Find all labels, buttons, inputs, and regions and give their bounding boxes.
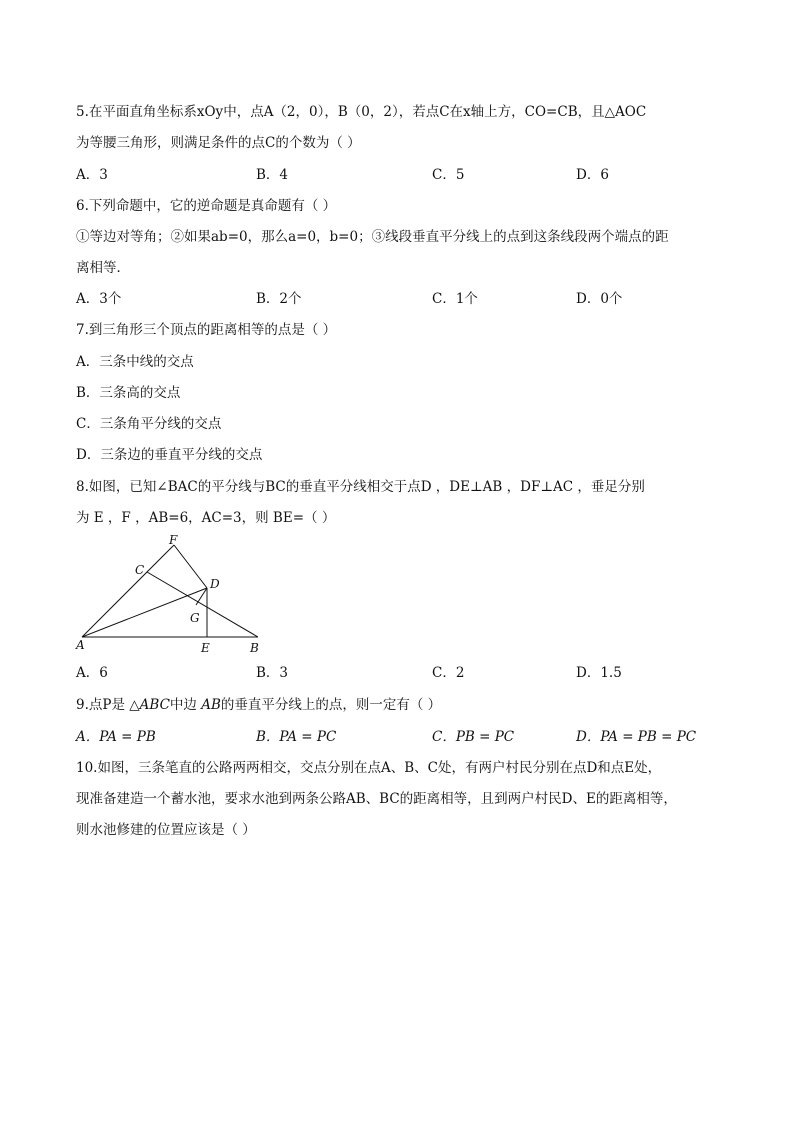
q10-stem-line1: 10.如图，三条笔直的公路两两相交，交点分别在点A、B、C处，有两户村民分别在点D和点E处， xyxy=(76,760,662,776)
q9-stem-text-a: 9.点P是 xyxy=(76,697,130,713)
q7-option-c: C．三条角平分线的交点 xyxy=(76,416,222,432)
segment-AD xyxy=(82,588,207,637)
q7-option-b: B．三条高的交点 xyxy=(76,385,181,401)
q5-stem-line1: 5.在平面直角坐标系xOy中，点A（2，0），B（0，2），若点C在x轴上方，CO=CB，且△AOC xyxy=(76,104,647,120)
label-B: B xyxy=(250,641,259,655)
q9-option-c: C．PB = PC xyxy=(432,729,515,745)
segment-AF xyxy=(82,545,174,637)
label-D: D xyxy=(210,577,220,591)
q8-option-a: A．6 xyxy=(76,665,108,681)
q5-option-d: D．6 xyxy=(576,167,609,183)
q7-option-a: A．三条中线的交点 xyxy=(76,354,194,370)
q9-option-b: B．PA = PC xyxy=(256,729,337,745)
q9-stem-text-c: 的垂直平分线上的点，则一定有（ ） xyxy=(220,697,442,713)
q5-option-b: B．4 xyxy=(256,167,289,183)
q8-triangle-figure xyxy=(70,530,270,660)
q9-option-a: A．PA = PB xyxy=(76,729,156,745)
q5-option-a: A．3 xyxy=(76,167,108,183)
q10-stem-line2: 现准备建造一个蓄水池，要求水池到两条公路AB、BC的距离相等，且到两户村民D、E的距离相等， xyxy=(76,791,677,807)
q9-stem xyxy=(76,696,441,714)
q6-option-b: B．2个 xyxy=(256,291,302,307)
label-A: A xyxy=(76,638,85,652)
q8-stem-line2: 为 E ，F ，AB=6，AC=3，则 BE=（ ） xyxy=(76,510,336,526)
q8-stem-line1: 8.如图，已知∠BAC的平分线与BC的垂直平分线相交于点D ，DE⊥AB ，DF⊥AC ，垂足分别 xyxy=(76,479,645,495)
q8-option-d: D．1.5 xyxy=(576,665,622,681)
q10-stem-line3: 则水池修建的位置应该是（ ） xyxy=(76,822,256,838)
q9-option-d: D．PA = PB = PC xyxy=(576,729,697,745)
q8-option-b: B．3 xyxy=(256,665,289,681)
q6-option-c: C．1个 xyxy=(432,291,478,307)
q6-option-a: A．3个 xyxy=(76,291,122,307)
label-G: G xyxy=(190,611,200,625)
q9-stem-math-triangle: △ABC xyxy=(129,697,170,713)
q7-stem: 7.到三角形三个顶点的距离相等的点是（ ） xyxy=(76,322,337,338)
label-E: E xyxy=(201,641,210,655)
q6-stem-line1: 6.下列命题中，它的逆命题是真命题有（ ） xyxy=(76,198,337,214)
q6-stem-line2: ①等边对等角；②如果ab=0，那么a=0，b=0；③线段垂直平分线上的点到这条线段两个端点的距 xyxy=(76,229,669,245)
q7-option-d: D．三条边的垂直平分线的交点 xyxy=(76,447,263,463)
label-C: C xyxy=(135,563,145,577)
q6-option-d: D．0个 xyxy=(576,291,623,307)
q5-option-c: C．5 xyxy=(432,167,465,183)
q9-stem-math-ab: AB xyxy=(201,697,221,713)
segment-FD xyxy=(174,545,207,588)
q5-stem-line2: 为等腰三角形，则满足条件的点C的个数为（ ） xyxy=(76,135,361,151)
q9-stem-text-b: 中边 xyxy=(169,697,202,713)
label-F: F xyxy=(169,533,178,547)
q6-stem-line3: 离相等． xyxy=(76,260,130,276)
q8-option-c: C．2 xyxy=(432,665,465,681)
